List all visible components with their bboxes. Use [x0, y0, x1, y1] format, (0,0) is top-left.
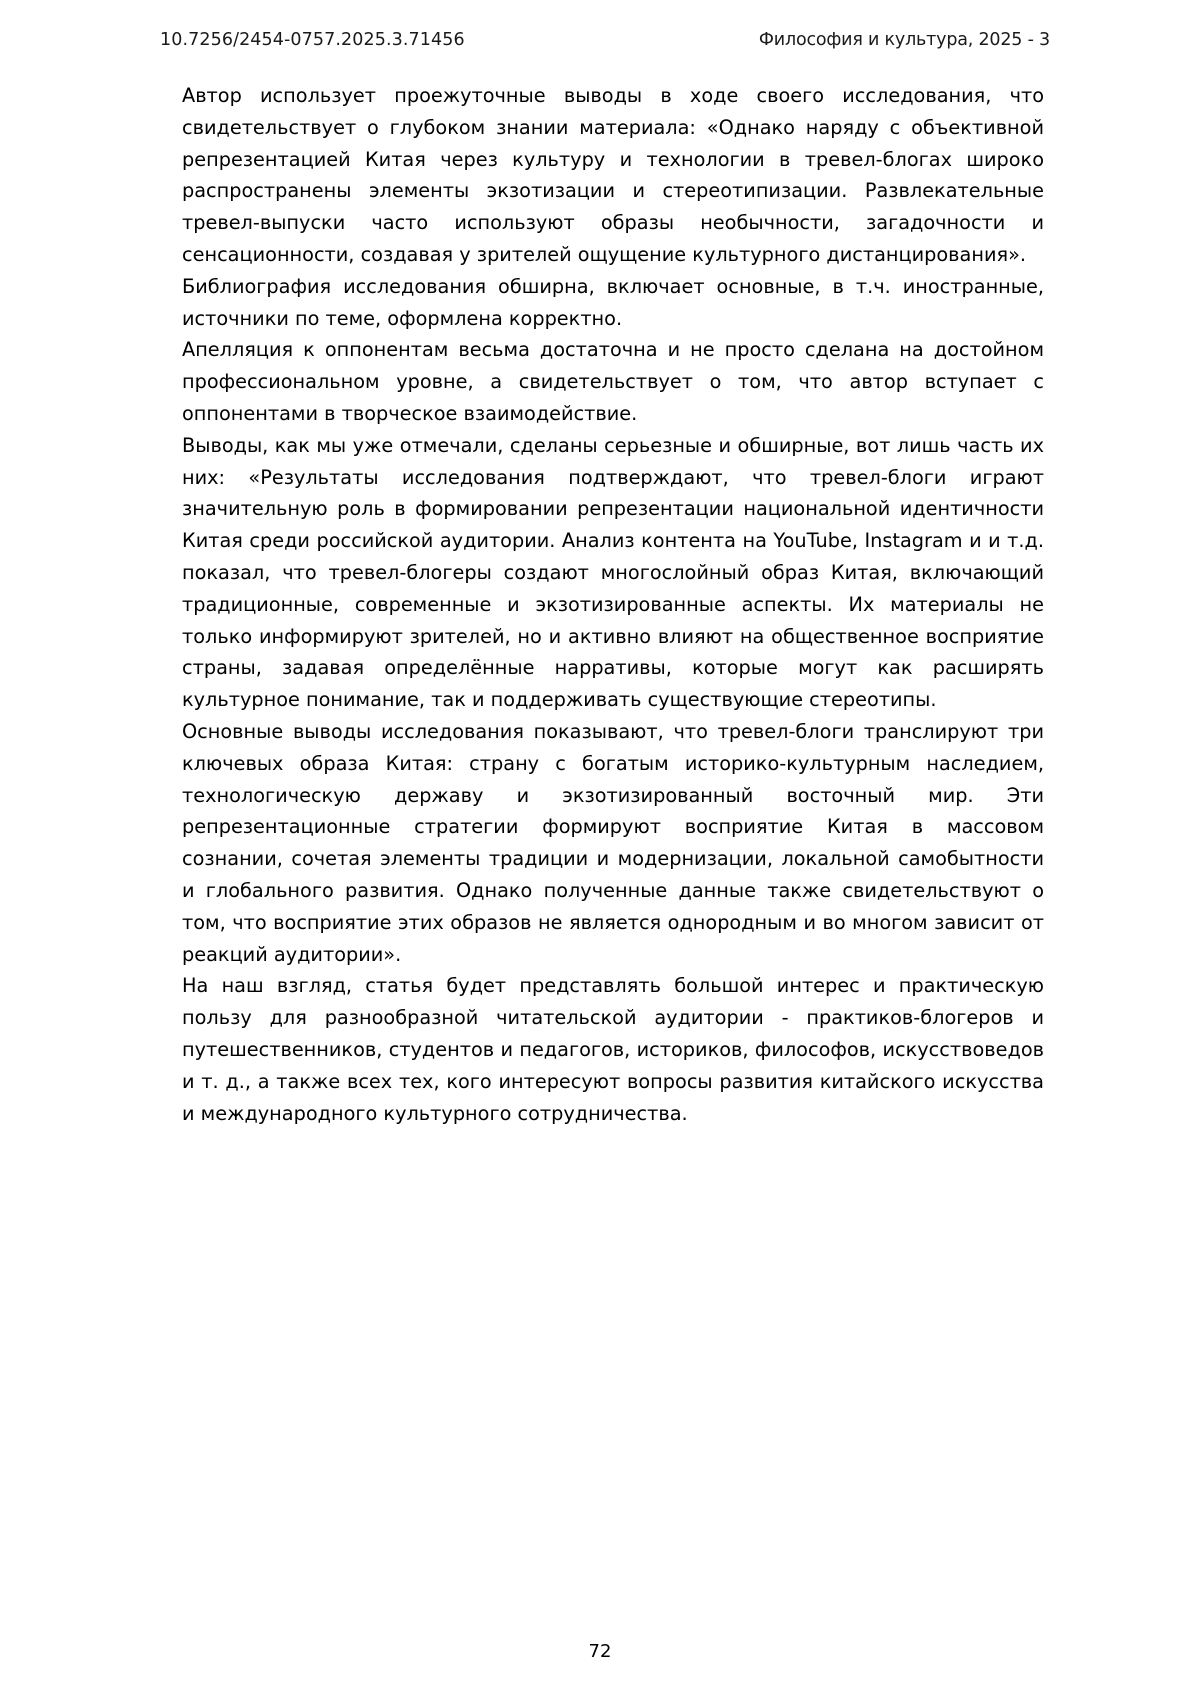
- body-paragraph-2: Библиография исследования обширна, включает основные, в т.ч. иностранные, источники по теме, оформлена корректно.: [182, 274, 1044, 330]
- body-paragraph-4: Выводы, как мы уже отмечали, сделаны серьезные и обширные, вот лишь часть их них: «Результаты исследования подтверждают, что тревел-блоги играют значительную роль в формировании репрезентации национальной идентичности Китая среди российской аудитории. Анализ контента на YouTube, Instagram и и т.д. показал, что тревел-блогеры создают многослойный образ Китая, включающий традиционные, современные и экзотизированные аспекты. Их материалы не только информируют зрителей, но и активно влияют на общественное восприятие страны, задавая определённые нарративы, которые могут как расширять культурное понимание, так и поддерживать существующие стереотипы.: [182, 433, 1044, 712]
- body-paragraph-1: Автор использует проежуточные выводы в ходе своего исследования, что свидетельствует о глубоком знании материала: «Однако наряду с объективной репрезентацией Китая через культуру и технологии в тревел-блогах широко распространены элементы экзотизации и стереотипизации. Развлекательные тревел-выпуски часто используют образы необычности, загадочности и сенсационности, создавая у зрителей ощущение культурного дистанцирования».: [182, 84, 1044, 266]
- journal-issue-text: Философия и культура, 2025 - 3: [758, 30, 1050, 50]
- body-paragraph-5: Основные выводы исследования показывают, что тревел-блоги транслируют три ключевых образа Китая: страну с богатым историко-культурным наследием, технологическую державу и экзотизированный восточный мир. Эти репрезентационные стратегии формируют восприятие Китая в массовом сознании, сочетая элементы традиции и модернизации, локальной самобытности и глобального развития. Однако полученные данные также свидетельствуют о том, что восприятие этих образов не является однородным и во многом зависит от реакций аудитории».: [182, 719, 1044, 966]
- doi-text: 10.7256/2454-0757.2025.3.71456: [160, 30, 465, 50]
- page-header: [160, 30, 1050, 50]
- body-paragraph-6: На наш взгляд, статья будет представлять большой интерес и практическую пользу для разнообразной читательской аудитории - практиков-блогеров и путешественников, студентов и педагогов, историков, философов, искусствоведов и т. д., а также всех тех, кого интересуют вопросы развития китайского искусства и международного культурного сотрудничества.: [182, 974, 1044, 1125]
- body-paragraph-3: Апелляция к оппонентам весьма достаточна и не просто сделана на достойном профессиональном уровне, а свидетельствует о том, что автор вступает с оппонентами в творческое взаимодействие.: [182, 338, 1044, 425]
- document-body: [182, 80, 1044, 1129]
- page-number: 72: [588, 1641, 612, 1662]
- page-footer: [0, 1641, 1200, 1662]
